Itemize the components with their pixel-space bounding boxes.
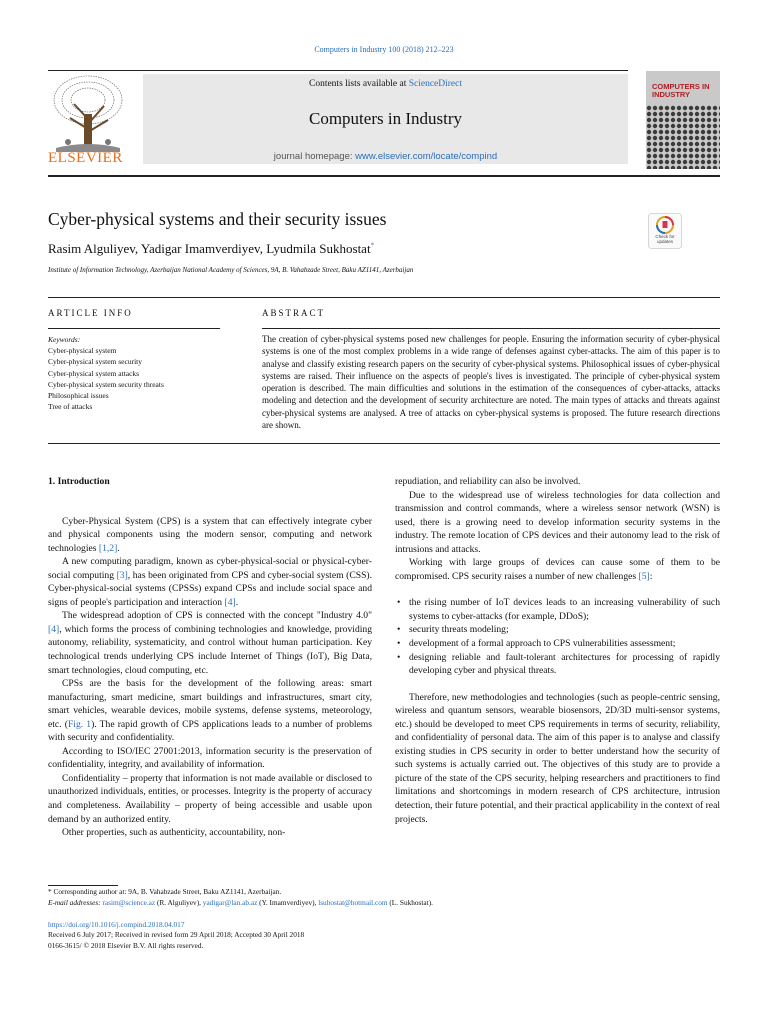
paragraph: A new computing paradigm, known as cyber-physical-social or physical-cyber-social computing [3], has been originated from CPS and cyber-social system (CSS). Cyber-physical-social systems (CPSSs) expand CPSs and include social space and signs of people's participation and interaction [4].	[48, 556, 372, 608]
keyword-item: Tree of attacks	[48, 402, 93, 412]
journal-name: Computers in Industry	[309, 109, 462, 128]
abstract-end-rule	[48, 443, 720, 444]
body-right-column	[395, 475, 720, 826]
header-bottom-rule	[48, 175, 720, 177]
paragraph: Confidentiality – property that information is not made available or disclosed to unauthorized individuals, entities, or processes. Integrity is the property of accuracy and completeness. Availability – property of being accessible and usable upon demand by an authorized entity.	[48, 772, 372, 825]
citation-link[interactable]: [3]	[116, 569, 128, 581]
list-item: • designing reliable and fault-tolerant architectures for processing of rapidly developing cyber and physical threats.	[409, 651, 720, 678]
paragraph: Working with large groups of devices can cause some of them to be compromised. CPS security raises a number of new challenges [5]:	[395, 557, 720, 582]
keyword-item: Cyber-physical system attacks	[48, 368, 140, 378]
email-link[interactable]: yadigar@lan.ab.az	[202, 897, 258, 907]
journal-homepage-line: journal homepage: www.elsevier.com/locate/compind	[273, 151, 498, 162]
citation-link[interactable]: [5]	[638, 570, 650, 582]
header-top-rule	[48, 70, 628, 71]
check-for-updates-label: Check for updates	[655, 234, 675, 244]
list-item: • development of a formal approach to CPS vulnerabilities assessment;	[409, 637, 720, 651]
citation-link[interactable]: [1,2]	[98, 542, 118, 554]
article-title: Cyber-physical systems and their security issues	[48, 209, 387, 229]
paragraph: Due to the widespread use of wireless technologies for data collection and transmission and control commands, where a wireless sensor network (WSN) is used, there is a growing need to develop information security systems in the industry. The remote location of CPS devices and their autonomy lead to the risk of intrusions and attacks.	[395, 489, 720, 555]
paragraph: Therefore, new methodologies and technologies (such as people-centric sensing, wireless and quantum sensors, wearable biosensors, 2D/3D multi-sensor systems, etc.) should be developed to meet CPS requirements in terms of security, reliability, and confidentiality of personal data. The aim of this paper is to analyse and classify existing studies in CPS security in order to better understand how the security of such systems is actually carried out. The objectives of this study are to provide a picture of the state of the CPS security, helping researchers and practitioners to find limitations and shortcomings in modern research of CPS architecture, intrusion detection, their future potential, and their practical applicability in the context of real projects.	[395, 691, 720, 825]
cover-pattern	[646, 105, 720, 169]
article-info-rule	[48, 328, 220, 329]
keywords-list	[48, 334, 164, 412]
received-dates: Received 6 July 2017; Received in revised form 29 April 2018; Accepted 30 April 2018	[48, 930, 305, 940]
abstract-text: The creation of cyber-physical systems posed new challenges for people. Ensuring the information security of cyber-physical systems is one of the most complex problems in a wide range of defenses against cyber-attacks. The aim of this paper is to analyse and classify existing research papers on the security of cyber-physical systems. Philosophical issues of cyber-physical systems are raised. Their influence on the aspects of people's lives is investigated. The principle of cyber-physical system operation is described. The main difficulties and solutions in the estimation of the consequences of cyber-attacks, attacks modeling and detection and the development of security architecture are noted. The main types of attacks and threats against cyber-physical systems are analysed. A tree of attacks on cyber-physical systems is proposed. The future research directions are shown.	[262, 334, 720, 431]
list-item: • security threats modeling;	[409, 623, 720, 637]
section-heading-introduction: 1. Introduction	[48, 476, 110, 487]
publication-info	[48, 920, 304, 951]
keyword-item: Philosophical issues	[48, 391, 109, 401]
journal-citation-link[interactable]: Computers in Industry 100 (2018) 212–223	[314, 45, 454, 54]
journal-cover-thumbnail	[646, 71, 720, 169]
sciencedirect-link[interactable]: ScienceDirect	[408, 79, 462, 89]
list-item: • the rising number of IoT devices leads to an increasing vulnerability of such systems to cyber-attacks (for example, DDoS);	[409, 596, 720, 623]
email-link[interactable]: lsuhostat@hotmail.com	[318, 897, 388, 907]
contents-line: Contents lists available at ScienceDirect	[308, 79, 462, 89]
corresponding-author-note: * Corresponding author at: 9A, B. Vahabzade Street, Baku AZ1141, Azerbaijan.	[48, 887, 282, 896]
affiliation: Institute of Information Technology, Azerbaijan National Academy of Sciences, 9A, B. Vahabzade Street, Baku AZ1141, Azerbaijan	[48, 266, 414, 274]
footnotes	[48, 887, 433, 908]
keywords-label: Keywords:	[48, 335, 81, 344]
abstract-rule	[262, 328, 720, 329]
abstract-heading: ABSTRACT	[262, 308, 326, 318]
doi-link[interactable]: https://doi.org/10.1016/j.compind.2018.04.017	[48, 920, 185, 929]
paragraph-continuation: repudiation, and reliability can also be involved.	[395, 476, 581, 487]
body-left-column	[48, 475, 372, 840]
paragraph: Cyber-Physical System (CPS) is a system that can effectively integrate cyber and physical components using the modern sensor, computing and network technologies [1,2].	[48, 515, 372, 554]
cover-title: COMPUTERS IN INDUSTRY	[652, 82, 710, 99]
keyword-item: Cyber-physical system	[48, 346, 117, 356]
article-info-heading: ARTICLE INFO	[48, 308, 133, 318]
keyword-item: Cyber-physical system security	[48, 357, 142, 367]
citation-link[interactable]: [4]	[224, 596, 236, 608]
paragraph: The widespread adoption of CPS is connected with the concept "Industry 4.0" [4], which forms the process of combining technologies and knowledge, providing autonomy, reliability, systematicity, and control without human participation. Key technological trends underlying CPS include Internet of Things (IoT), Big Data, smart technologies, cloud computing, etc.	[48, 610, 372, 676]
paragraph: According to ISO/IEC 27001:2013, information security is the preservation of confidentiality, integrity, and availability of information.	[48, 745, 372, 771]
paragraph: CPSs are the basis for the development of the following areas: smart manufacturing, smart medicine, smart buildings and infrastructures, smart city, smart vehicles, wearable devices, mobile systems, defense systems, meteorology, etc. (Fig. 1). The rapid growth of CPS applications leads to a number of problems with security and confidentiality.	[48, 678, 372, 744]
keyword-item: Cyber-physical system security threats	[48, 379, 164, 389]
citation-link[interactable]: [4]	[48, 623, 60, 635]
paragraph: Other properties, such as authenticity, accountability, non-	[62, 827, 286, 839]
footnote-rule	[48, 885, 118, 886]
article-info-top-rule	[48, 297, 720, 298]
email-addresses: E-mail addresses: rasim@science.az (R. Alguliyev), yadigar@lan.ab.az (Y. Imamverdiyev), lsuhostat@hotmail.com (L. Sukhostat).	[48, 897, 433, 907]
elsevier-wordmark: ELSEVIER	[48, 150, 123, 166]
email-link[interactable]: rasim@science.az	[102, 897, 156, 907]
challenges-list	[395, 596, 720, 677]
copyright-notice: 0166-3615/ © 2018 Elsevier B.V. All rights reserved.	[48, 940, 204, 950]
figure-link[interactable]: Fig. 1	[67, 718, 92, 730]
journal-homepage-link[interactable]: www.elsevier.com/locate/compind	[355, 151, 498, 162]
corresponding-author-mark[interactable]: *	[370, 241, 375, 250]
author-list: Rasim Alguliyev, Yadigar Imamverdiyev, Lyudmila Sukhostat*	[48, 241, 375, 256]
